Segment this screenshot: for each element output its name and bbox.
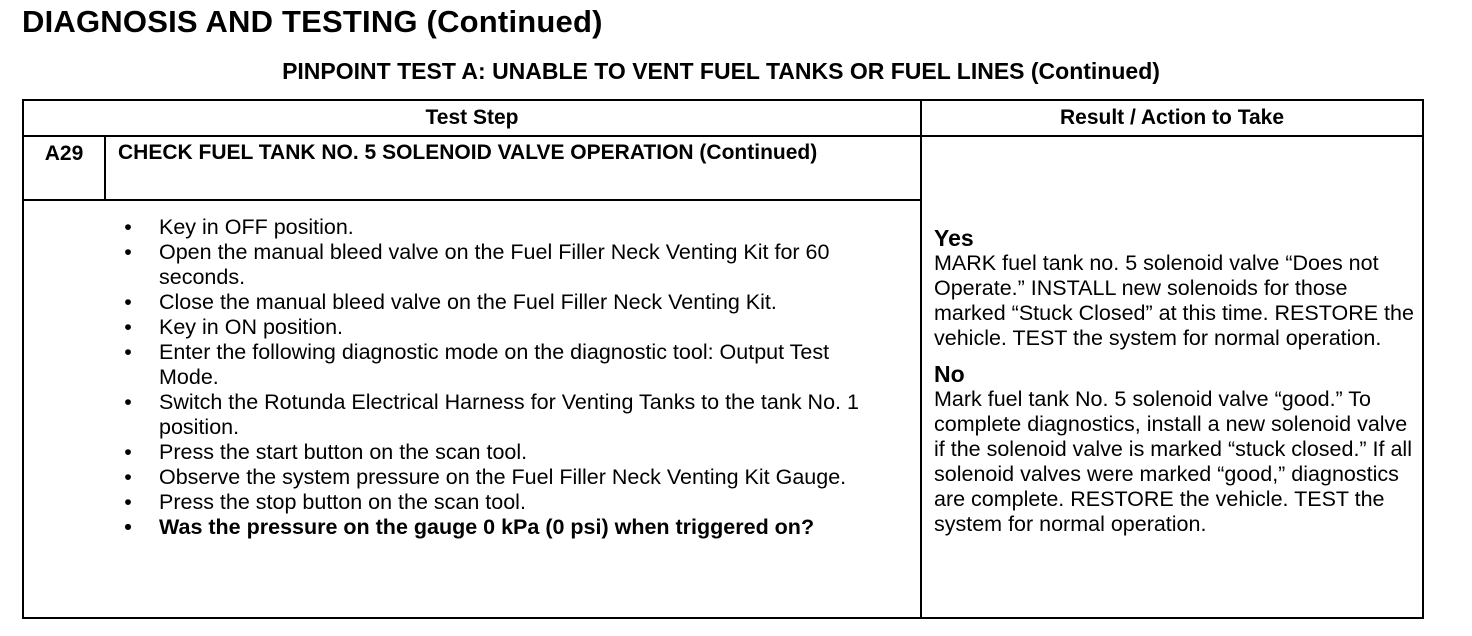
bullet-icon: • (124, 215, 132, 239)
bullet-icon: • (124, 465, 132, 489)
pinpoint-test-title: PINPOINT TEST A: UNABLE TO VENT FUEL TANKS OR FUEL LINES (Continued) (282, 58, 1160, 84)
step-title: CHECK FUEL TANK NO. 5 SOLENOID VALVE OPERATION (Continued) (105, 136, 921, 200)
list-item-question: • Was the pressure on the gauge 0 kPa (0 psi) when triggered on? (124, 515, 815, 539)
bullet-icon: • (124, 490, 132, 514)
bullet-icon: • (124, 390, 132, 414)
table-header-row (23, 100, 1423, 136)
bullet-icon: • (124, 290, 132, 314)
pinpoint-test-table (22, 99, 1424, 619)
step-title-row (23, 136, 1423, 200)
list-item: • Enter the following diagnostic mode on the diagnostic tool: Output Test Mode. (124, 340, 830, 389)
test-step-column-header: Test Step (23, 100, 921, 136)
list-item: • Switch the Rotunda Electrical Harness for Venting Tanks to the tank No. 1 position. (124, 390, 859, 439)
list-item: • Open the manual bleed valve on the Fuel Filler Neck Venting Kit for 60 seconds. (124, 240, 830, 289)
list-item: • Close the manual bleed valve on the Fuel Filler Neck Venting Kit. (124, 290, 777, 314)
bullet-icon: • (124, 340, 132, 364)
step-instruction-list (123, 215, 890, 540)
bullet-icon: • (124, 315, 132, 339)
step-id: A29 (23, 136, 105, 200)
step-instructions-cell (105, 200, 921, 618)
bullet-icon: • (124, 240, 132, 264)
step-id-spacer (23, 200, 105, 618)
bullet-icon: • (124, 515, 132, 539)
bullet-icon: • (124, 440, 132, 464)
yes-action-text: MARK fuel tank no. 5 solenoid valve “Does not Operate.” INSTALL new solenoids for those marked “Stuck Closed” at this time. RESTORE the vehicle. TEST the system for normal operation. (934, 251, 1414, 350)
list-item: • Key in OFF position. (124, 215, 354, 239)
list-item: • Press the stop button on the scan tool. (124, 490, 526, 514)
page-title: DIAGNOSIS AND TESTING (Continued) (22, 4, 603, 39)
list-item: • Observe the system pressure on the Fuel Filler Neck Venting Kit Gauge. (124, 465, 847, 489)
no-action-text: Mark fuel tank No. 5 solenoid valve “good.” To complete diagnostics, install a new solenoid valve if the solenoid valve is marked “stuck closed.” If all solenoid valves were marked “good,” diagnostics are complete. RESTORE the vehicle. TEST the system for normal operation. (934, 387, 1412, 536)
yes-label: Yes (934, 225, 974, 251)
result-column-header: Result / Action to Take (921, 100, 1423, 136)
no-label: No (934, 361, 965, 387)
result-action-cell (921, 136, 1423, 618)
list-item: • Press the start button on the scan tool. (124, 440, 528, 464)
list-item: • Key in ON position. (124, 315, 344, 339)
